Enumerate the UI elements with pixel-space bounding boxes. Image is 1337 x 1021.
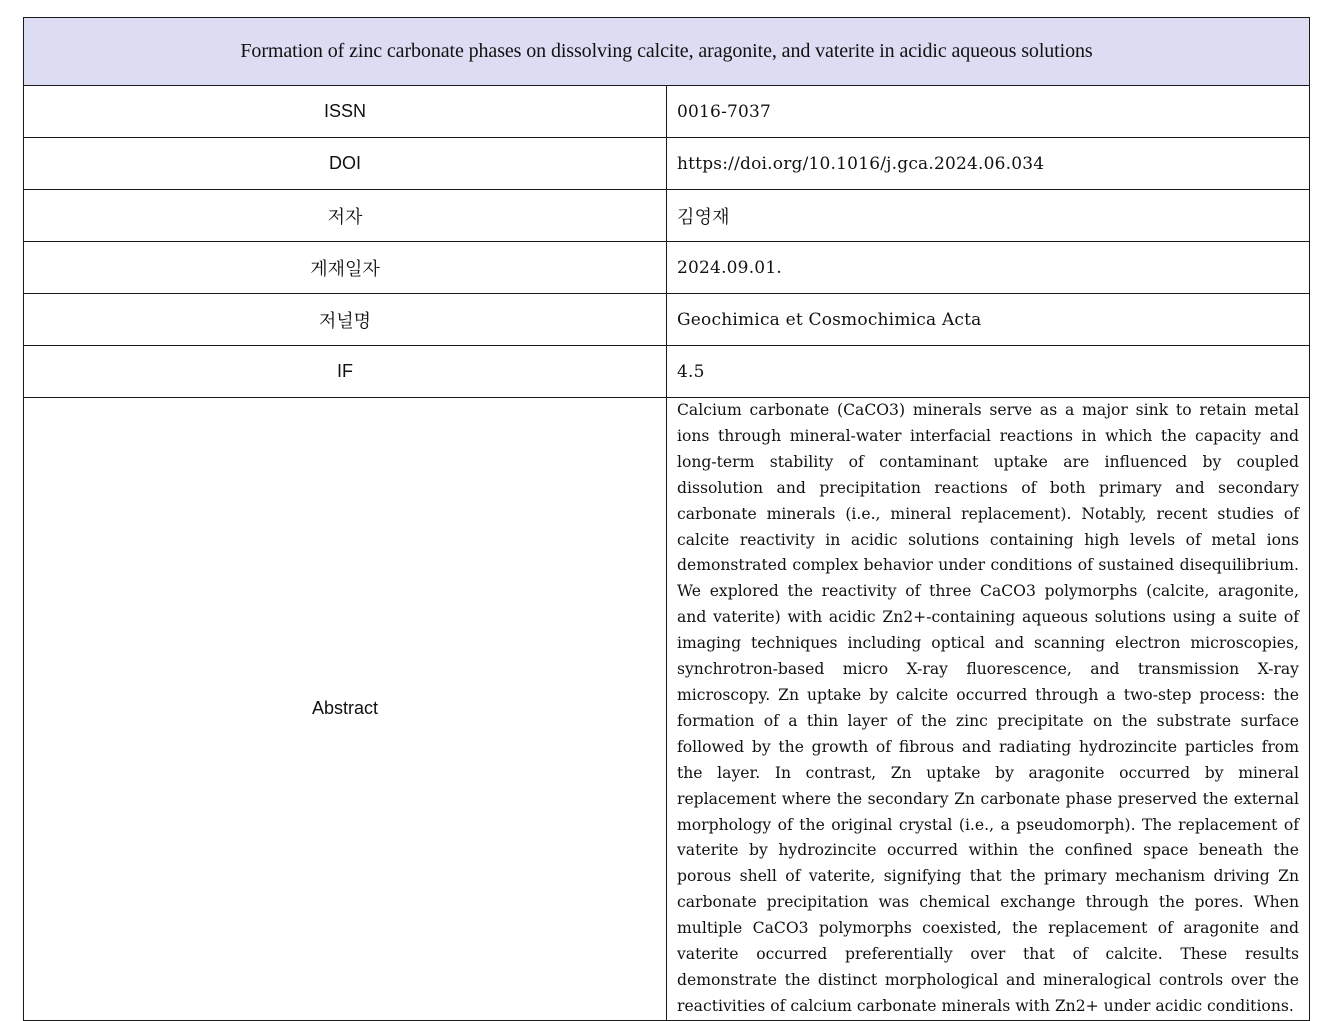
impact-factor-label: IF [24, 346, 667, 398]
abstract-text: Calcium carbonate (CaCO3) minerals serve as a major sink to retain metal ions through mineral-water interfacial reactions in which the capacity and long-term stability of contaminant uptake are influenced by coupled dissolution and precipitation reactions of both primary and secondary carbonate minerals (i.e., mineral replacement). Notably, recent studies of calcite reactivity in acidic solutions containing high levels of metal ions demonstrated complex behavior under conditions of sustained disequilibrium. We explored the reactivity of three CaCO3 polymorphs (calcite, aragonite, and vaterite) with acidic Zn2+-containing aqueous solutions using a suite of imaging techniques including optical and scanning electron microscopies, synchrotron-based micro X-ray fluorescence, and transmission X-ray microscopy. Zn uptake by calcite occurred through a two-step process: the formation of a thin layer of the zinc precipitate on the substrate surface followed by the growth of fibrous and radiating hydrozincite particles from the layer. In contrast, Zn uptake by aragonite occurred by mineral replacement where the secondary Zn carbonate phase preserved the external morphology of the original crystal (i.e., a pseudomorph). The replacement of vaterite by hydrozincite occurred within the confined space beneath the porous shell of vaterite, signifying that the primary mechanism driving Zn carbonate precipitation was chemical exchange through the pores. When multiple CaCO3 polymorphs coexisted, the replacement of aragonite and vaterite occurred preferentially over that of calcite. These results demonstrate the distinct morphological and mineralogical controls over the reactivities of calcium carbonate minerals with Zn2+ under acidic conditions. [667, 398, 1310, 1021]
abstract-row [24, 398, 1310, 1021]
title-row [24, 18, 1310, 86]
publish-date-value: 2024.09.01. [667, 242, 1310, 294]
author-label: 저자 [24, 190, 667, 242]
publish-date-label: 게재일자 [24, 242, 667, 294]
journal-label: 저널명 [24, 294, 667, 346]
issn-value: 0016-7037 [667, 86, 1310, 138]
impact-factor-row [24, 346, 1310, 398]
author-value: 김영재 [667, 190, 1310, 242]
journal-value: Geochimica et Cosmochimica Acta [667, 294, 1310, 346]
doi-value: https://doi.org/10.1016/j.gca.2024.06.034 [667, 138, 1310, 190]
issn-label: ISSN [24, 86, 667, 138]
impact-factor-value: 4.5 [667, 346, 1310, 398]
doi-label: DOI [24, 138, 667, 190]
abstract-label: Abstract [24, 398, 667, 1021]
author-row [24, 190, 1310, 242]
paper-title: Formation of zinc carbonate phases on dissolving calcite, aragonite, and vaterite in acidic aqueous solutions [24, 18, 1310, 86]
doi-row [24, 138, 1310, 190]
journal-row [24, 294, 1310, 346]
publish-date-row [24, 242, 1310, 294]
issn-row [24, 86, 1310, 138]
paper-info-table [23, 17, 1310, 1021]
